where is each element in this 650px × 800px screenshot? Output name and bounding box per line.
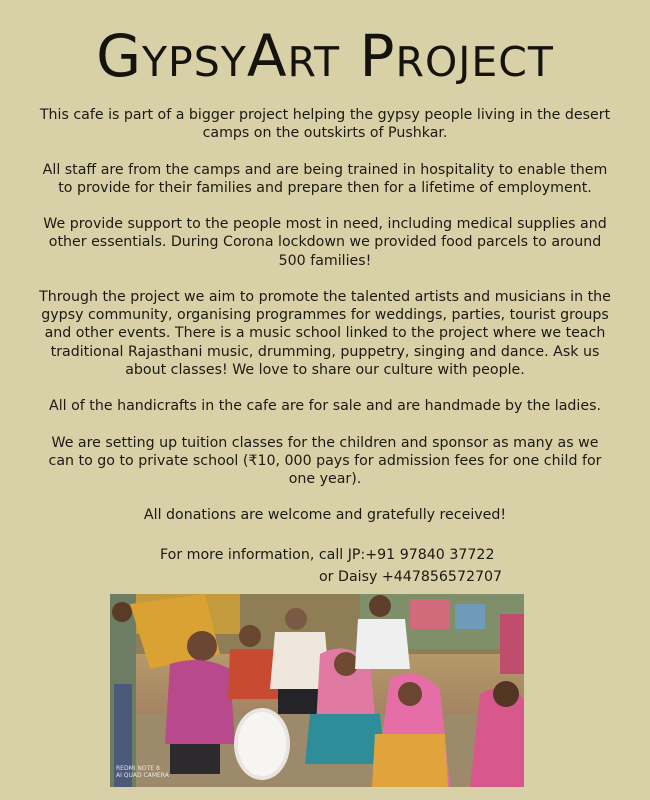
paragraph-staff: All staff are from the camps and are being trained in hospitality to enable them to provide for their families and prepare then for a lifetime of employment.	[42, 161, 608, 196]
paragraph-intro: This cafe is part of a bigger project helping the gypsy people living in the desert camps on the outskirts of Pushkar.	[39, 107, 611, 142]
contact-line-jp: For more information, call JP:+91 97840 37722	[160, 547, 495, 563]
paragraph-music: Through the project we aim to promote the talented artists and musicians in the gypsy community, organising programmes for weddings, parties, tourist groups and other events. There is a music school linked to the project where we teach traditional Rajasthani music, drumming, puppetry, singing and dance. Ask us about classes! We love to share our culture with people.	[39, 288, 611, 378]
paragraph-handicrafts: All of the handicrafts in the cafe are for sale and are handmade by the ladies.	[49, 398, 601, 415]
photo-scene	[110, 594, 524, 787]
page-title: GypsyArt Project	[96, 22, 554, 90]
body-text	[38, 106, 612, 543]
camera-watermark	[116, 765, 169, 779]
paragraph-tuition: We are setting up tuition classes for the children and sponsor as many as we can to go to private school (₹10, 000 pays for admission fees for one child for one year).	[48, 434, 602, 487]
contact-line-daisy: or Daisy +447856572707	[319, 569, 503, 585]
paragraph-donations: All donations are welcome and gratefully received!	[143, 507, 507, 524]
paragraph-support: We provide support to the people most in need, including medical supplies and other essentials. During Corona lockdown we provided food parcels to around 500 families!	[43, 216, 607, 269]
watermark-line-2: AI QUAD CAMERA	[116, 772, 169, 779]
community-photo	[110, 594, 524, 787]
watermark-line-1: REDMI NOTE 8	[116, 765, 160, 772]
